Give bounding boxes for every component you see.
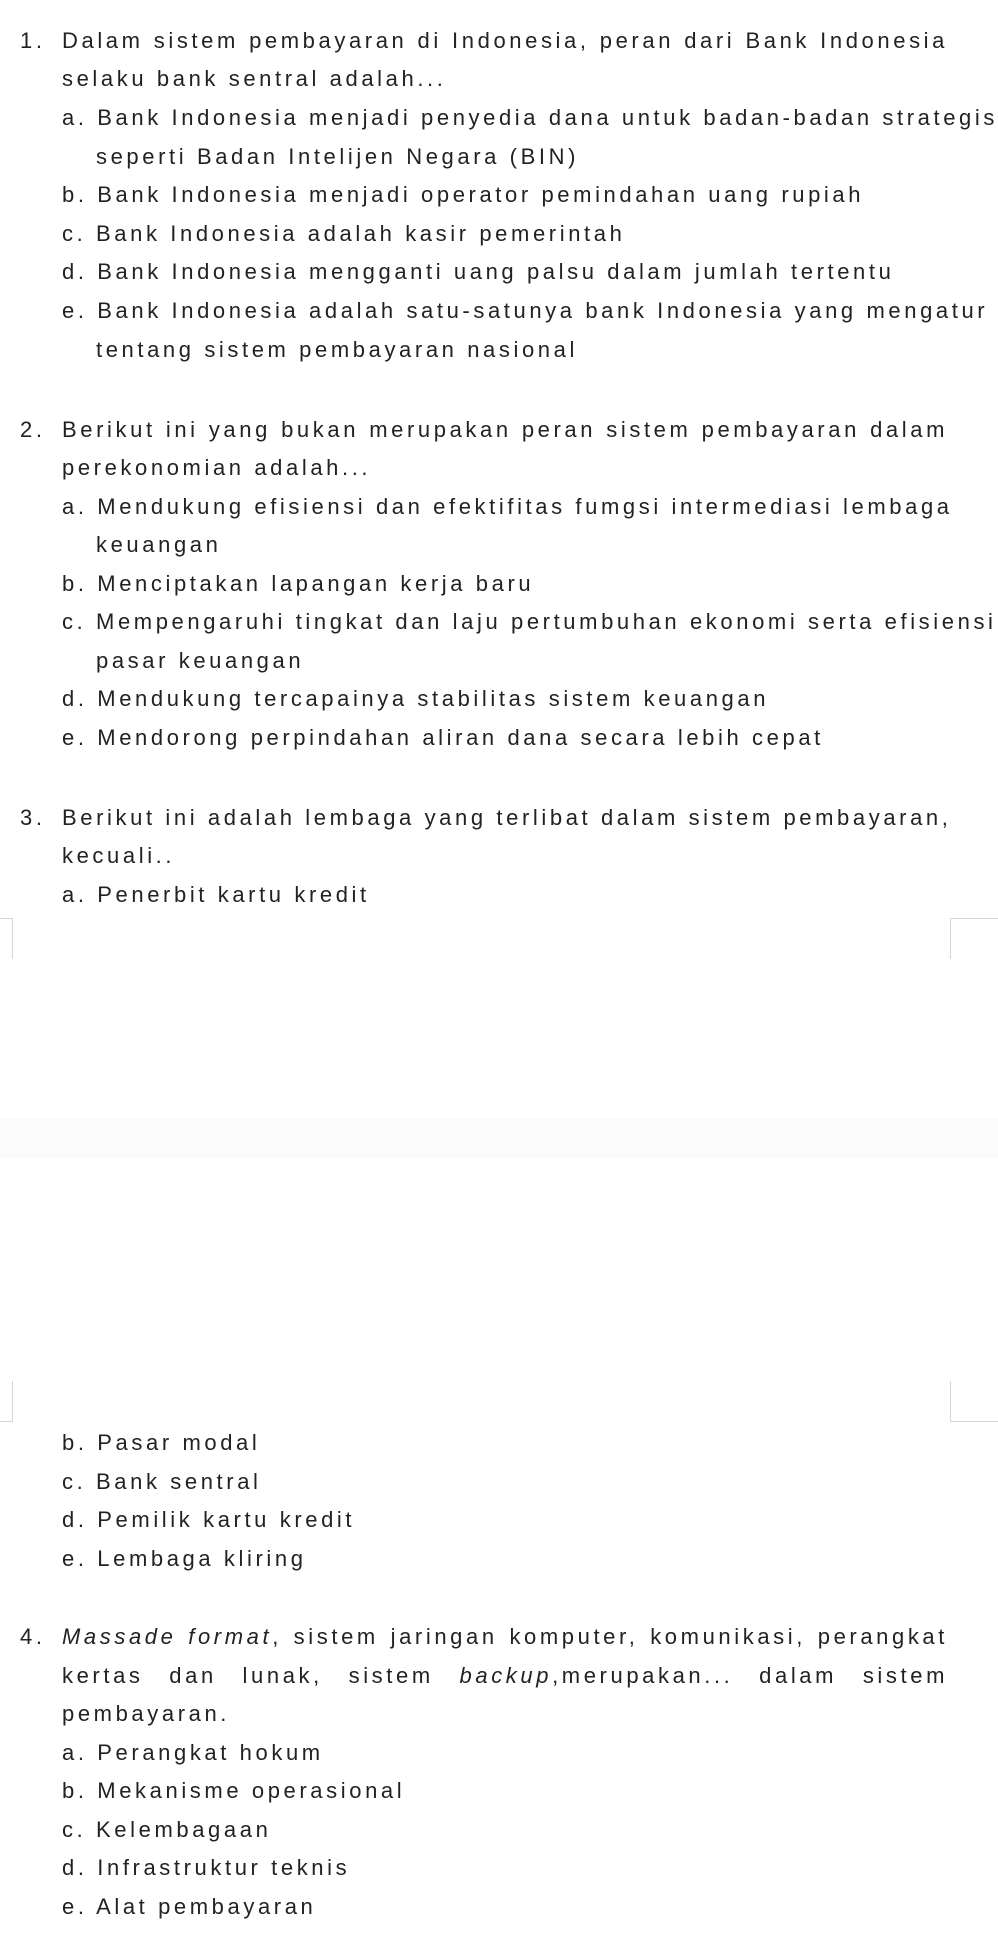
question-stem: perekonomian adalah...	[62, 455, 372, 480]
option-text: keuangan	[96, 532, 222, 557]
option-text: d. Pemilik kartu kredit	[62, 1507, 356, 1532]
option-text: a. Perangkat hokum	[62, 1740, 324, 1765]
option-text: tentang sistem pembayaran nasional	[96, 337, 578, 362]
page-corner-mark	[950, 918, 998, 959]
question-stem: kertas dan lunak, sistem backup,merupakan... dalam sistem	[62, 1663, 948, 1688]
option-text: a. Mendukung efisiensi dan efektifitas fumgsi intermediasi lembaga	[62, 494, 953, 519]
question-stem: Berikut ini yang bukan merupakan peran sistem pembayaran dalam	[62, 417, 948, 442]
option-text: seperti Badan Intelijen Negara (BIN)	[96, 144, 580, 169]
option-text: d. Mendukung tercapainya stabilitas sistem keuangan	[62, 686, 770, 711]
option-text: c. Kelembagaan	[62, 1817, 272, 1842]
question-number: 1.	[20, 28, 46, 53]
option-text: c. Bank Indonesia adalah kasir pemerintah	[62, 221, 626, 246]
question-stem: Massade format, sistem jaringan komputer, komunikasi, perangkat	[62, 1624, 948, 1649]
question-stem: kecuali..	[62, 843, 176, 868]
question-number: 2.	[20, 417, 46, 442]
page-corner-mark	[0, 1381, 13, 1422]
question-stem: Dalam sistem pembayaran di Indonesia, peran dari Bank Indonesia	[62, 28, 948, 53]
option-text: e. Mendorong perpindahan aliran dana secara lebih cepat	[62, 725, 824, 750]
question-stem: pembayaran.	[62, 1701, 231, 1726]
option-text: e. Alat pembayaran	[62, 1894, 317, 1919]
option-text: pasar keuangan	[96, 648, 305, 673]
option-text: d. Bank Indonesia mengganti uang palsu dalam jumlah tertentu	[62, 259, 895, 284]
option-text: b. Bank Indonesia menjadi operator pemindahan uang rupiah	[62, 182, 865, 207]
page-gap	[0, 1118, 998, 1158]
question-stem: selaku bank sentral adalah...	[62, 66, 447, 91]
option-text: a. Penerbit kartu kredit	[62, 882, 370, 907]
option-text: c. Bank sentral	[62, 1469, 262, 1494]
question-number: 3.	[20, 805, 46, 830]
page-corner-mark	[950, 1381, 998, 1422]
option-text: c. Mempengaruhi tingkat dan laju pertumbuhan ekonomi serta efisiensi	[62, 609, 997, 634]
option-text: a. Bank Indonesia menjadi penyedia dana untuk badan-badan strategis	[62, 105, 998, 130]
option-text: b. Mekanisme operasional	[62, 1778, 406, 1803]
page-corner-mark	[0, 918, 13, 959]
option-text: e. Bank Indonesia adalah satu-satunya bank Indonesia yang mengatur	[62, 298, 989, 323]
question-number: 4.	[20, 1624, 46, 1649]
option-text: d. Infrastruktur teknis	[62, 1855, 351, 1880]
option-text: b. Pasar modal	[62, 1430, 261, 1455]
option-text: e. Lembaga kliring	[62, 1546, 307, 1571]
question-stem: Berikut ini adalah lembaga yang terlibat dalam sistem pembayaran,	[62, 805, 952, 830]
option-text: b. Menciptakan lapangan kerja baru	[62, 571, 535, 596]
